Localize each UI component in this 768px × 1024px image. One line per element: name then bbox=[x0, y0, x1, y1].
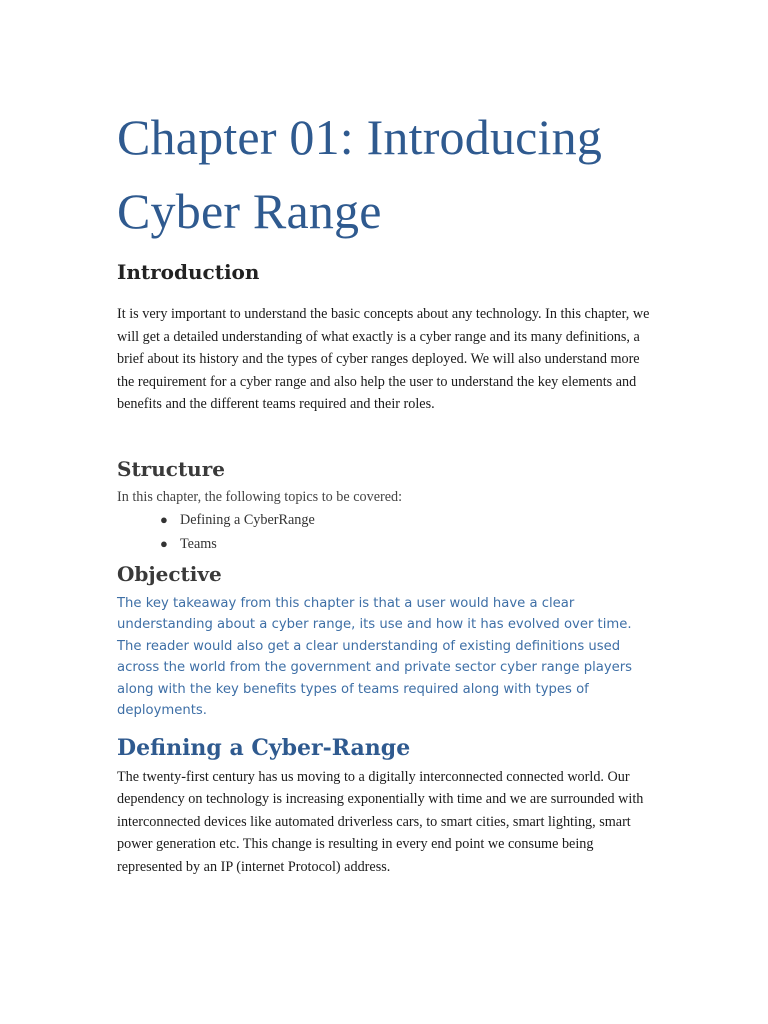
introduction-paragraph: It is very important to understand the basic concepts about any technology. In this chapter, we will get a detailed understanding of what exactly is a cyber range and its many definitions, a brief about its history and the types of cyber ranges deployed. We will also understand more the requirement for a cyber range and also help the user to understand the key elements and benefits and the different teams required and their roles. bbox=[117, 306, 650, 412]
defining-paragraph: The twenty-first century has us moving to a digitally interconnected connected world. Our dependency on technology is increasing exponentially with time and we are surrounded with interconnected devices like automated driverless cars, to smart cities, smart lighting, smart power generation etc. This change is resulting in every end point we consume being represented by an IP (internet Protocol) address. bbox=[117, 768, 644, 875]
topic-label: Defining a CyberRange bbox=[180, 511, 315, 528]
chapter-title: Chapter 01: Introducing Cyber Range bbox=[117, 109, 603, 239]
list-item bbox=[160, 532, 657, 556]
topic-label: Teams bbox=[180, 535, 217, 552]
defining-heading: Defining a Cyber-Range bbox=[117, 734, 411, 761]
topics-list bbox=[117, 508, 657, 556]
objective-heading: Objective bbox=[117, 561, 222, 586]
objective-paragraph: The key takeaway from this chapter is that a user would have a clear understanding about a cyber range, its use and how it has evolved over time. The reader would also get a clear understanding of existing definitions used across the world from the government and private sector cyber range players along with the key benefits types of teams required along with types of deployments. bbox=[117, 595, 633, 718]
document-page bbox=[117, 100, 657, 878]
list-item bbox=[160, 508, 657, 532]
structure-heading: Structure bbox=[117, 456, 225, 481]
bullet-icon: ● bbox=[160, 511, 168, 527]
structure-lead-text: In this chapter, the following topics to be covered: bbox=[117, 488, 403, 505]
introduction-heading: Introduction bbox=[117, 260, 260, 284]
bullet-icon: ● bbox=[160, 535, 168, 551]
